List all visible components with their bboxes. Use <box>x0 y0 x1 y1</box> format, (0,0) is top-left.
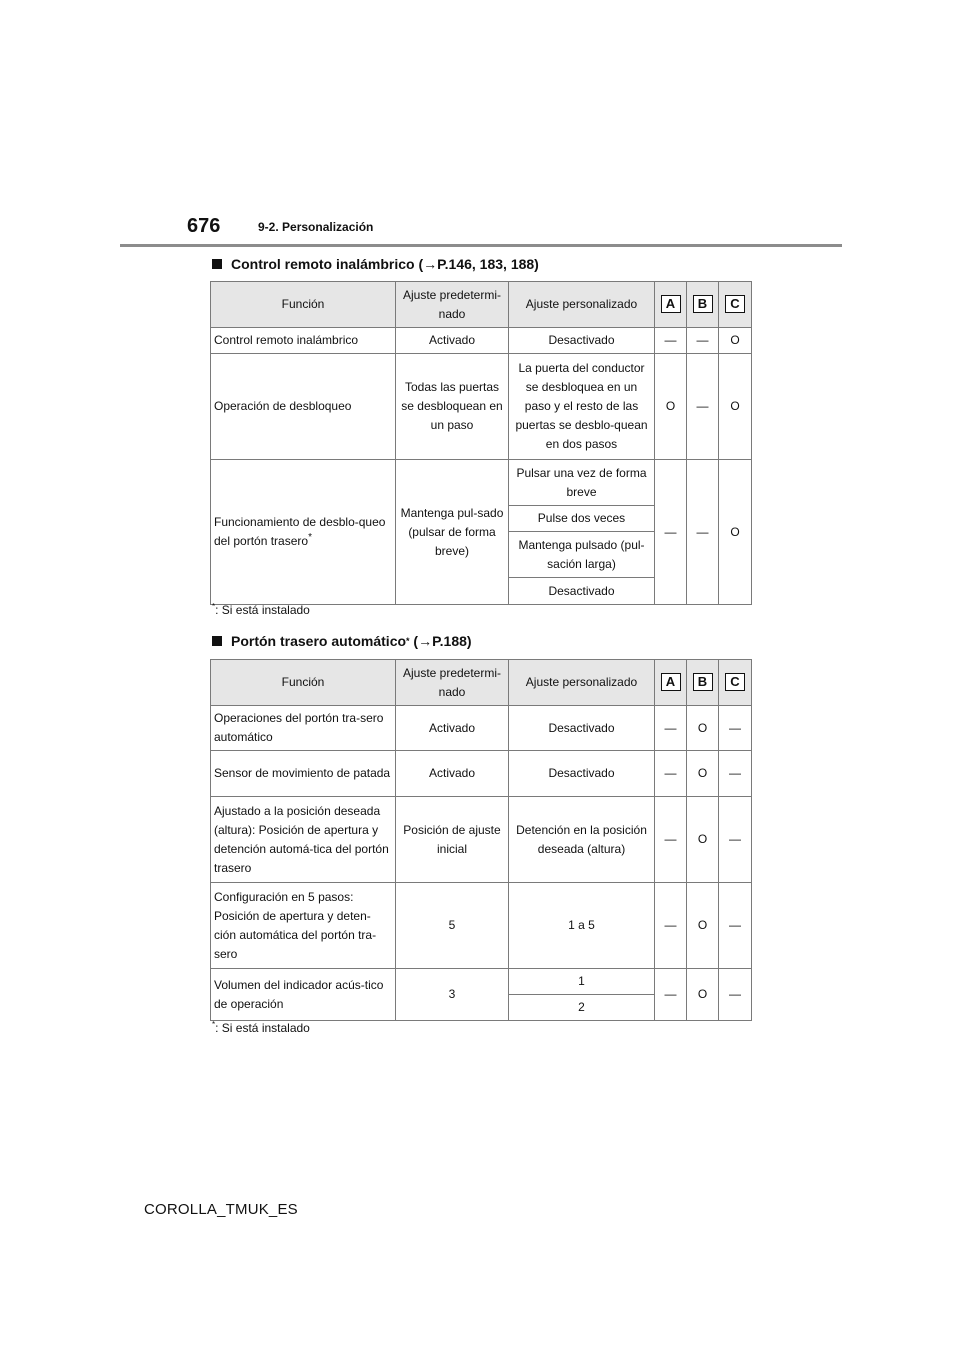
cell-c: — <box>719 969 752 1021</box>
header-custom: Ajuste personalizado <box>509 282 655 328</box>
cell-b: O <box>687 751 719 797</box>
header-b: B <box>693 673 713 691</box>
heading-text: Control remoto inalámbrico ( <box>231 256 424 272</box>
table-row <box>211 751 752 797</box>
table-row <box>211 706 752 751</box>
cell-custom: Pulsar una vez de forma breve <box>509 460 655 506</box>
table-porton-trasero <box>210 659 752 1021</box>
cell-b: — <box>687 354 719 460</box>
cell-funcion: Ajustado a la posición deseada (altura): Posición de apertura y detención automá-tica del portón trasero <box>211 797 396 883</box>
cell-c: — <box>719 797 752 883</box>
table-control-remoto <box>210 281 752 605</box>
bullet-square-icon <box>212 636 222 646</box>
heading-control-remoto <box>212 256 539 272</box>
header-a: A <box>661 295 681 313</box>
cell-b: O <box>687 706 719 751</box>
header-c: C <box>725 673 745 691</box>
cell-custom: Desactivado <box>509 578 655 605</box>
cell-custom: 1 <box>509 969 655 995</box>
cell-default: Todas las puertas se desbloquean en un paso <box>396 354 509 460</box>
cell-a: — <box>655 751 687 797</box>
footer-model-code: COROLLA_TMUK_ES <box>144 1201 298 1218</box>
cell-custom: Pulse dos veces <box>509 506 655 532</box>
cell-a: — <box>655 328 687 354</box>
cell-custom: 1 a 5 <box>509 883 655 969</box>
cell-a: — <box>655 969 687 1021</box>
cell-a: — <box>655 797 687 883</box>
cell-custom: Desactivado <box>509 751 655 797</box>
cell-default: Activado <box>396 751 509 797</box>
bullet-square-icon <box>212 259 222 269</box>
header-b: B <box>693 295 713 313</box>
cell-a: — <box>655 706 687 751</box>
footnote <box>212 1021 310 1035</box>
table-row <box>211 797 752 883</box>
cell-funcion-text: Funcionamiento de desblo-queo del portón trasero <box>214 515 386 548</box>
footnote-text: : Si está instalado <box>215 603 310 617</box>
table-row <box>211 969 752 995</box>
cell-funcion: Volumen del indicador acús-tico de operación <box>211 969 396 1021</box>
cell-a: O <box>655 354 687 460</box>
cell-custom: Desactivado <box>509 328 655 354</box>
cell-default: 5 <box>396 883 509 969</box>
cell-default: Activado <box>396 328 509 354</box>
cell-b: O <box>687 883 719 969</box>
cell-custom: Mantenga pulsado (pul-sación larga) <box>509 532 655 578</box>
cell-funcion: Operación de desbloqueo <box>211 354 396 460</box>
cell-funcion: Control remoto inalámbrico <box>211 328 396 354</box>
cell-b: — <box>687 328 719 354</box>
cell-custom: Detención en la posición deseada (altura) <box>509 797 655 883</box>
cell-b: O <box>687 797 719 883</box>
cell-a: — <box>655 460 687 605</box>
cell-funcion: Sensor de movimiento de patada <box>211 751 396 797</box>
cell-a: — <box>655 883 687 969</box>
cell-c: — <box>719 706 752 751</box>
cell-default: Activado <box>396 706 509 751</box>
cell-funcion: Operaciones del portón tra-sero automático <box>211 706 396 751</box>
footnote <box>212 603 310 617</box>
cell-custom: Desactivado <box>509 706 655 751</box>
arrow-icon: → <box>423 256 438 272</box>
cell-default: 3 <box>396 969 509 1021</box>
section-title: 9-2. Personalización <box>258 220 374 234</box>
header-c: C <box>725 295 745 313</box>
cell-custom: La puerta del conductor se desbloquea en un paso y el resto de las puertas se desblo-quean en dos pasos <box>509 354 655 460</box>
cell-c: O <box>719 354 752 460</box>
table-row <box>211 328 752 354</box>
cell-c: — <box>719 751 752 797</box>
table-header-row <box>211 282 752 328</box>
heading-ref: P.146, 183, 188) <box>437 256 539 272</box>
cell-funcion <box>211 460 396 605</box>
header-funcion: Función <box>211 660 396 706</box>
cell-funcion: Configuración en 5 pasos: Posición de apertura y deten-ción automática del portón tra-sero <box>211 883 396 969</box>
footnote-mark: * <box>212 602 216 611</box>
cell-c: — <box>719 883 752 969</box>
cell-c: O <box>719 328 752 354</box>
table-row <box>211 354 752 460</box>
footnote-mark: * <box>212 1020 216 1029</box>
header-funcion: Función <box>211 282 396 328</box>
header-default: Ajuste predetermi-nado <box>396 282 509 328</box>
table-header-row <box>211 660 752 706</box>
table-row <box>211 883 752 969</box>
header-custom: Ajuste personalizado <box>509 660 655 706</box>
cell-c: O <box>719 460 752 605</box>
header-default: Ajuste predetermi-nado <box>396 660 509 706</box>
header-a: A <box>661 673 681 691</box>
cell-default: Posición de ajuste inicial <box>396 797 509 883</box>
heading-porton-trasero: Portón trasero automático * ( → P.188) <box>212 633 472 649</box>
table-row <box>211 460 752 506</box>
cell-custom: 2 <box>509 995 655 1021</box>
arrow-icon: → <box>418 633 433 649</box>
heading-text: Portón trasero automático <box>231 633 407 649</box>
cell-b: — <box>687 460 719 605</box>
page-number: 676 <box>187 215 221 237</box>
cell-b: O <box>687 969 719 1021</box>
heading-ref-open: ( <box>409 633 419 649</box>
heading-ref: P.188) <box>432 633 472 649</box>
cell-default: Mantenga pul-sado (pulsar de forma breve) <box>396 460 509 605</box>
footnote-mark: * <box>308 532 312 543</box>
header-divider <box>120 244 842 247</box>
footnote-text: : Si está instalado <box>215 1021 310 1035</box>
